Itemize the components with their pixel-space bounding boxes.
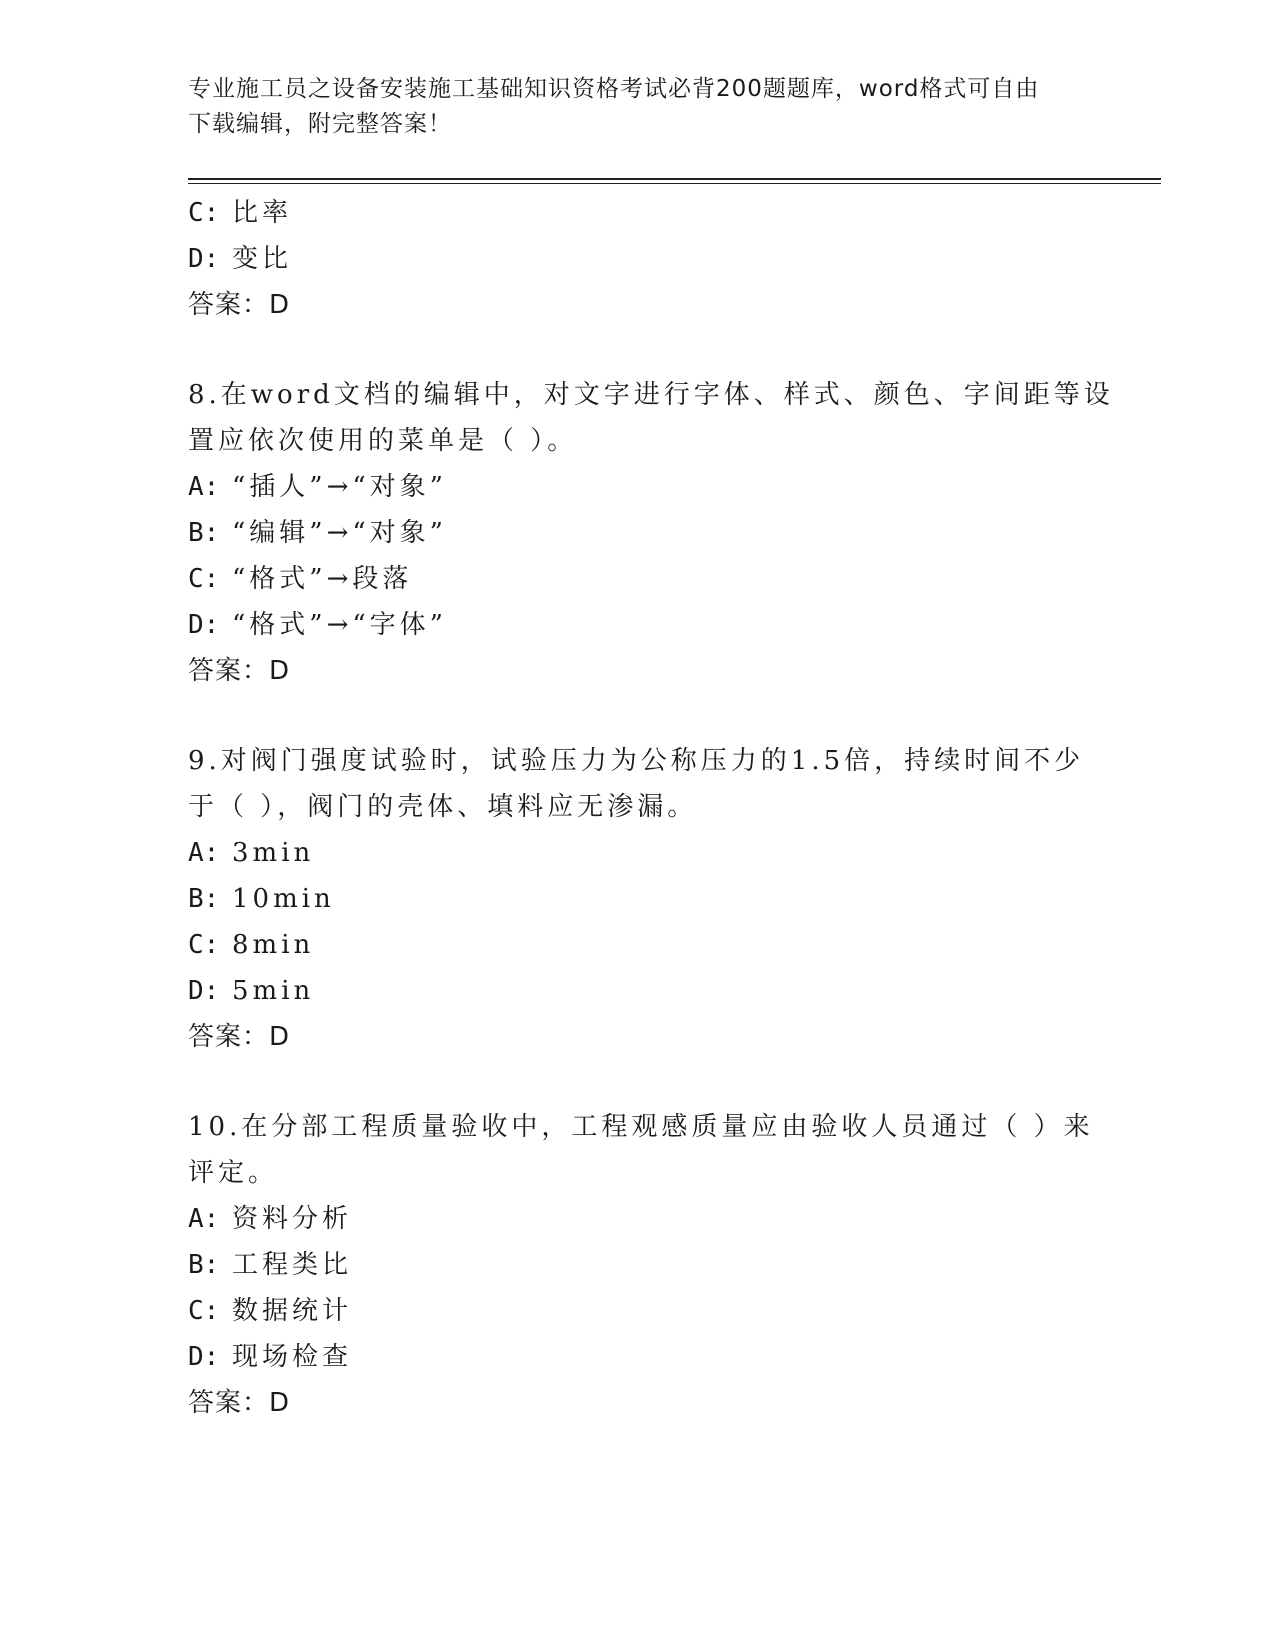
option-label: D: [188, 244, 220, 274]
option-c [188, 1288, 1088, 1334]
option-text: 8min [232, 930, 315, 960]
option-label: A: [188, 472, 220, 502]
header-line-1: 专业施工员之设备安装施工基础知识资格考试必背200题题库，word格式可自由 [188, 76, 1040, 102]
question-stem-line-2: 于（ ），阀门的壳体、填料应无渗漏。 [188, 792, 698, 822]
option-d [188, 1334, 1088, 1380]
option-label: C: [188, 198, 220, 228]
option-b [188, 510, 1088, 556]
question-stem-line-2: 评定。 [188, 1158, 279, 1188]
option-text: 资料分析 [232, 1204, 353, 1234]
option-label: C: [188, 564, 220, 594]
question-stem-line-1: 8.在word文档的编辑中，对文字进行字体、样式、颜色、字间距等设 [188, 380, 1114, 410]
option-b [188, 876, 1088, 922]
option-text: “格式”→段落 [232, 564, 413, 594]
question-10 [188, 1104, 1094, 1426]
option-a [188, 1196, 1088, 1242]
option-text: “格式”→“字体” [232, 610, 447, 640]
question-9 [188, 738, 1088, 1060]
option-text: 3min [232, 838, 315, 868]
question-stem-line-1: 9.对阀门强度试验时，试验压力为公称压力的1.5倍，持续时间不少 [188, 746, 1085, 776]
option-label: D: [188, 976, 220, 1006]
option-label: D: [188, 1342, 220, 1372]
question-stem-line-2: 置应依次使用的菜单是（ ）。 [188, 426, 578, 456]
header-divider-thick [188, 178, 1161, 180]
option-text: 数据统计 [232, 1296, 353, 1326]
option-c [188, 922, 1088, 968]
option-text: 比率 [232, 198, 293, 228]
option-text: 工程类比 [232, 1250, 353, 1280]
option-text: “编辑”→“对象” [232, 518, 447, 548]
question-list [188, 190, 1114, 1426]
option-label: A: [188, 1204, 220, 1234]
option-text: 5min [232, 976, 315, 1006]
option-label: C: [188, 930, 220, 960]
question-8 [188, 372, 1114, 694]
answer-line: 答案：D [188, 1022, 291, 1052]
document-header [188, 72, 1068, 142]
option-label: A: [188, 838, 220, 868]
option-text: 变比 [232, 244, 293, 274]
answer-line: 答案：D [188, 1388, 291, 1418]
option-label: B: [188, 518, 220, 548]
option-b [188, 1242, 1088, 1288]
answer-line: 答案：D [188, 656, 291, 686]
option-label: C: [188, 1296, 220, 1326]
question-7-continuation [188, 190, 1088, 328]
option-d [188, 236, 1088, 282]
question-stem-line-1: 10.在分部工程质量验收中，工程观感质量应由验收人员通过（ ）来 [188, 1112, 1094, 1142]
option-a [188, 830, 1088, 876]
option-d [188, 968, 1088, 1014]
option-text: 现场检查 [232, 1342, 353, 1372]
option-a [188, 464, 1088, 510]
header-line-2: 下载编辑，附完整答案！ [188, 111, 452, 137]
option-d [188, 602, 1088, 648]
option-text: “插人”→“对象” [232, 472, 447, 502]
option-c [188, 556, 1088, 602]
option-text: 10min [232, 884, 335, 914]
option-label: D: [188, 610, 220, 640]
answer-line: 答案：D [188, 290, 291, 320]
option-label: B: [188, 884, 220, 914]
option-label: B: [188, 1250, 220, 1280]
option-c [188, 190, 1088, 236]
header-divider-thin [188, 183, 1161, 184]
